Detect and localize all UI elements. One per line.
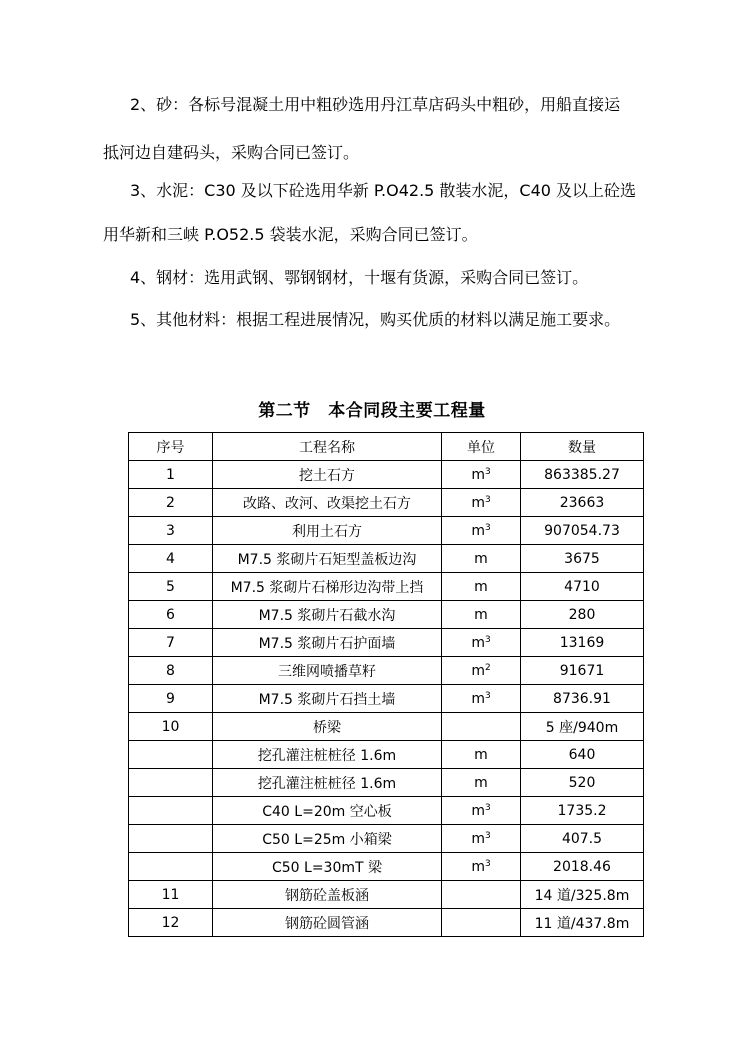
- unit-exponent: 3: [484, 634, 491, 645]
- unit-exponent: 3: [484, 802, 491, 813]
- paragraph-sand-line2: 抵河边自建码头，采购合同已签订。: [103, 143, 360, 162]
- unit-base: m: [471, 634, 485, 651]
- cell-name: 钢筋砼圆管涵: [213, 909, 442, 937]
- cell-no: 1: [129, 461, 213, 489]
- cell-quantity: 14 道/325.8m: [521, 881, 644, 909]
- table-row: [129, 685, 644, 713]
- table-row: [129, 573, 644, 601]
- cell-no: 3: [129, 517, 213, 545]
- unit-exponent: 3: [484, 830, 491, 841]
- paragraph-other-materials: 5、其他材料：根据工程进展情况，购买优质的材料以满足施工要求。: [130, 310, 621, 329]
- cell-unit: [442, 713, 521, 741]
- cell-unit: [442, 769, 521, 797]
- unit-exponent: 3: [484, 494, 491, 505]
- cell-no: 6: [129, 601, 213, 629]
- cell-name: C50 L=30mT 梁: [213, 853, 442, 881]
- header-quantity: 数量: [521, 433, 644, 461]
- table-row: [129, 769, 644, 797]
- cell-unit: [442, 573, 521, 601]
- table-row: [129, 713, 644, 741]
- cell-name: 挖孔灌注桩桩径 1.6m: [213, 769, 442, 797]
- cell-unit: [442, 853, 521, 881]
- unit-base: m: [471, 690, 485, 707]
- unit-base: m: [471, 466, 485, 483]
- table-row: [129, 909, 644, 937]
- unit-base: m: [474, 774, 488, 791]
- cell-no: 11: [129, 881, 213, 909]
- header-unit: 单位: [442, 433, 521, 461]
- table-row: [129, 825, 644, 853]
- table-row: [129, 741, 644, 769]
- cell-name: 挖孔灌注桩桩径 1.6m: [213, 741, 442, 769]
- cell-quantity: 4710: [521, 573, 644, 601]
- table-row: [129, 601, 644, 629]
- cell-name: M7.5 浆砌片石挡土墙: [213, 685, 442, 713]
- cell-quantity: 1735.2: [521, 797, 644, 825]
- unit-base: m: [471, 522, 485, 539]
- cell-unit: [442, 881, 521, 909]
- cell-no: [129, 853, 213, 881]
- cell-unit: [442, 741, 521, 769]
- cell-no: 5: [129, 573, 213, 601]
- header-no: 序号: [129, 433, 213, 461]
- cell-unit: [442, 797, 521, 825]
- cell-name: C50 L=25m 小箱梁: [213, 825, 442, 853]
- cell-no: 9: [129, 685, 213, 713]
- cell-name: 利用土石方: [213, 517, 442, 545]
- cell-name: 改路、改河、改渠挖土石方: [213, 489, 442, 517]
- cell-name: 桥梁: [213, 713, 442, 741]
- cell-quantity: 640: [521, 741, 644, 769]
- cell-unit: [442, 629, 521, 657]
- cell-unit: [442, 517, 521, 545]
- cell-name: 挖土石方: [213, 461, 442, 489]
- table-row: [129, 629, 644, 657]
- cell-quantity: 8736.91: [521, 685, 644, 713]
- paragraph-sand-line1: 2、砂：各标号混凝土用中粗砂选用丹江草店码头中粗砂，用船直接运: [130, 95, 621, 114]
- table-row: [129, 797, 644, 825]
- cell-quantity: 407.5: [521, 825, 644, 853]
- cell-no: 12: [129, 909, 213, 937]
- header-name: 工程名称: [213, 433, 442, 461]
- unit-exponent: 3: [484, 858, 491, 869]
- table-body: [129, 461, 644, 937]
- cell-unit: [442, 685, 521, 713]
- unit-base: m: [471, 662, 485, 679]
- cell-unit: [442, 825, 521, 853]
- unit-exponent: 2: [484, 662, 491, 673]
- unit-base: m: [471, 494, 485, 511]
- cell-unit: [442, 545, 521, 573]
- cell-no: [129, 741, 213, 769]
- cell-name: M7.5 浆砌片石梯形边沟带上挡: [213, 573, 442, 601]
- cell-quantity: 13169: [521, 629, 644, 657]
- cell-quantity: 3675: [521, 545, 644, 573]
- unit-exponent: 3: [484, 466, 491, 477]
- cell-name: M7.5 浆砌片石截水沟: [213, 601, 442, 629]
- unit-base: m: [474, 550, 488, 567]
- cell-no: [129, 769, 213, 797]
- unit-base: m: [471, 802, 485, 819]
- cell-no: 2: [129, 489, 213, 517]
- cell-unit: [442, 461, 521, 489]
- cell-unit: [442, 489, 521, 517]
- unit-base: m: [471, 858, 485, 875]
- cell-name: C40 L=20m 空心板: [213, 797, 442, 825]
- cell-quantity: 91671: [521, 657, 644, 685]
- paragraph-steel: 4、钢材：选用武钢、鄂钢钢材，十堰有货源，采购合同已签订。: [130, 268, 589, 287]
- cell-name: 钢筋砼盖板涵: [213, 881, 442, 909]
- unit-base: m: [474, 746, 488, 763]
- paragraph-cement-line1: 3、水泥：C30 及以下砼选用华新 P.O42.5 散装水泥，C40 及以上砼选: [130, 181, 637, 200]
- table-header-row: [129, 433, 644, 461]
- section-title: 第二节 本合同段主要工程量: [258, 401, 486, 421]
- table-row: [129, 853, 644, 881]
- cell-quantity: 5 座/940m: [521, 713, 644, 741]
- table-row: [129, 489, 644, 517]
- unit-exponent: 3: [484, 522, 491, 533]
- cell-name: M7.5 浆砌片石护面墙: [213, 629, 442, 657]
- cell-name: 三维网喷播草籽: [213, 657, 442, 685]
- cell-quantity: 23663: [521, 489, 644, 517]
- paragraph-cement-line2: 用华新和三峡 P.O52.5 袋装水泥，采购合同已签订。: [103, 225, 478, 244]
- cell-quantity: 2018.46: [521, 853, 644, 881]
- table-row: [129, 657, 644, 685]
- table-row: [129, 461, 644, 489]
- cell-no: 4: [129, 545, 213, 573]
- cell-no: [129, 825, 213, 853]
- cell-unit: [442, 657, 521, 685]
- unit-base: m: [474, 578, 488, 595]
- cell-quantity: 863385.27: [521, 461, 644, 489]
- cell-quantity: 907054.73: [521, 517, 644, 545]
- cell-quantity: 11 道/437.8m: [521, 909, 644, 937]
- table-row: [129, 517, 644, 545]
- unit-exponent: 3: [484, 690, 491, 701]
- cell-no: 7: [129, 629, 213, 657]
- table-row: [129, 545, 644, 573]
- quantity-table: [128, 432, 644, 937]
- cell-unit: [442, 909, 521, 937]
- cell-no: 8: [129, 657, 213, 685]
- cell-unit: [442, 601, 521, 629]
- cell-no: 10: [129, 713, 213, 741]
- unit-base: m: [471, 830, 485, 847]
- table-row: [129, 881, 644, 909]
- cell-name: M7.5 浆砌片石矩型盖板边沟: [213, 545, 442, 573]
- unit-base: m: [474, 606, 488, 623]
- cell-no: [129, 797, 213, 825]
- cell-quantity: 520: [521, 769, 644, 797]
- cell-quantity: 280: [521, 601, 644, 629]
